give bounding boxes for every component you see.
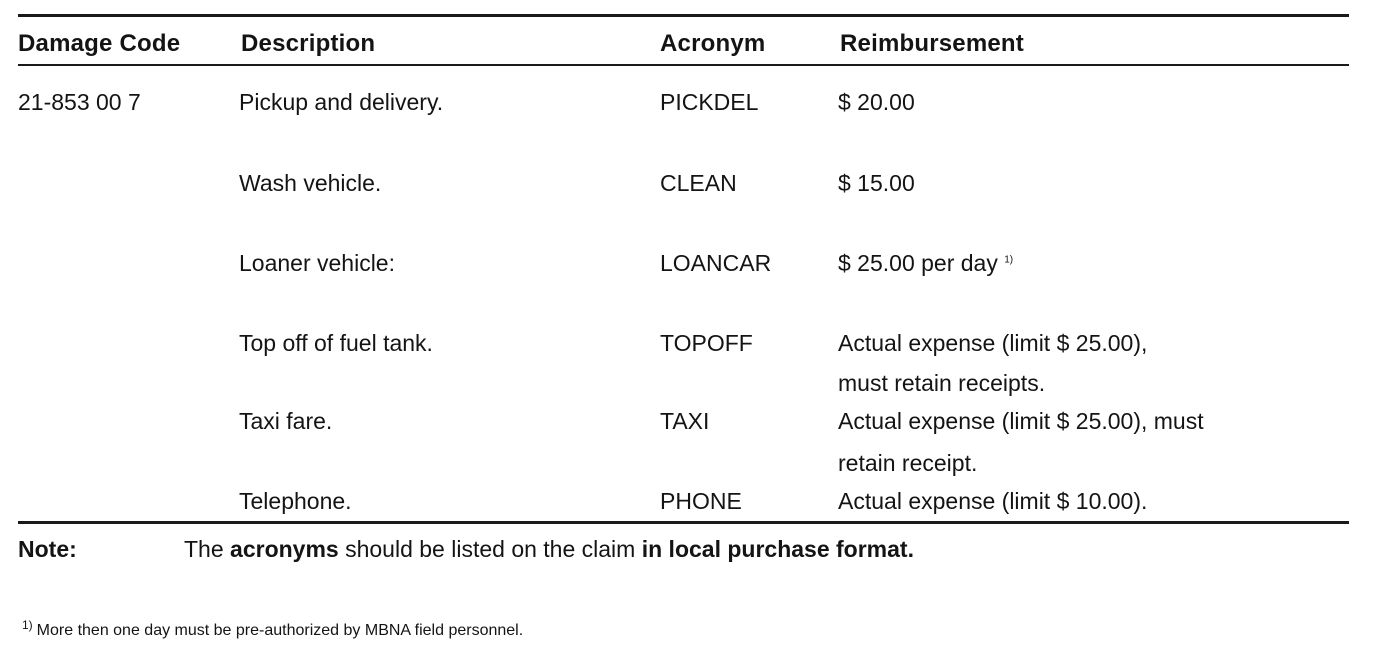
row-reimbursement [838,250,1013,276]
note-text [184,536,914,563]
header-acronym: Acronym [660,30,766,57]
row-reimbursement: $ 20.00 [838,89,915,115]
row-description: Top off of fuel tank. [239,330,433,356]
row-acronym: PHONE [660,488,742,514]
row-acronym: LOANCAR [660,250,772,276]
table-bottom-rule [18,521,1349,524]
row-reimbursement-line1: Actual expense (limit $ 25.00), must [838,408,1204,434]
header-damage-code: Damage Code [18,30,181,57]
row-description: Wash vehicle. [239,170,382,196]
row-reimbursement-line1: Actual expense (limit $ 25.00), [838,330,1148,356]
row-acronym: TAXI [660,408,710,434]
footnote-text: More then one day must be pre-authorized by MBNA field personnel. [36,622,524,639]
note-label: Note: [18,536,77,562]
reimbursement-text: $ 25.00 per day [838,250,998,276]
note-part: The [184,536,231,562]
footnote [22,618,524,640]
table-header-rule [18,64,1349,66]
row-acronym: CLEAN [660,170,737,196]
row-acronym: PICKDEL [660,89,759,115]
footnote-mark: 1) [22,618,33,632]
note-part: should be listed on the claim [338,536,642,562]
footnote-mark: 1) [1004,254,1014,266]
note-bold: in local purchase format. [641,536,914,562]
row-reimbursement: $ 15.00 [838,170,915,196]
row-reimbursement: Actual expense (limit $ 10.00). [838,488,1148,514]
table-top-rule [18,14,1349,17]
row-reimbursement-line2: must retain receipts. [838,370,1046,396]
note-bold: acronyms [230,536,339,562]
row-description: Taxi fare. [239,408,333,434]
row-description: Pickup and delivery. [239,89,444,115]
row-acronym: TOPOFF [660,330,753,356]
damage-code-value: 21-853 00 7 [18,89,141,115]
row-reimbursement-line2: retain receipt. [838,450,978,476]
row-description: Loaner vehicle: [239,250,395,276]
header-reimbursement: Reimbursement [840,30,1024,57]
row-description: Telephone. [239,488,352,514]
header-description: Description [241,30,376,57]
